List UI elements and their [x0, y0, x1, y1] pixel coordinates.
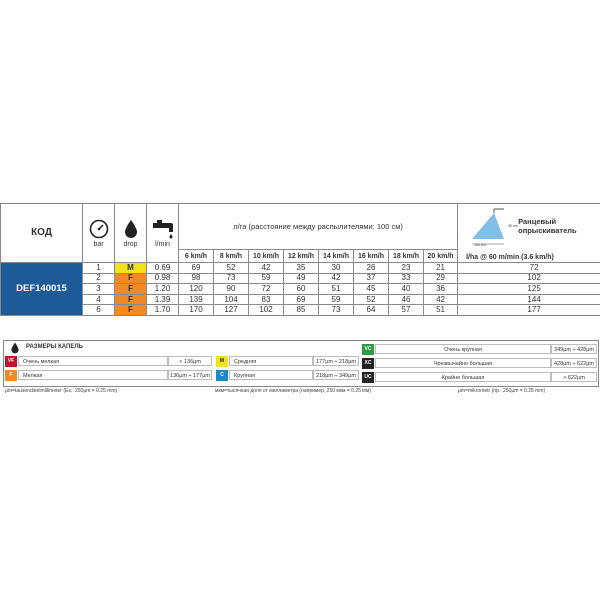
drop-label: drop [123, 240, 138, 248]
model-code: DEF140015 [1, 263, 83, 316]
pressure-value: 1 [83, 263, 115, 274]
legend-range: < 136µm [168, 356, 212, 366]
rate-value: 104 [214, 294, 249, 305]
flow-label: l/min [155, 240, 170, 248]
rate-value: 102 [249, 305, 284, 316]
droplet-icon [10, 342, 20, 354]
rate-value: 52 [214, 263, 249, 274]
legend-name: Средняя [229, 356, 313, 366]
pressure-value: 4 [83, 294, 115, 305]
rate-value: 37 [354, 273, 389, 284]
knapsack-value: 144 [458, 294, 600, 305]
legend-range: 177µm ÷ 218µm [313, 356, 359, 366]
speed-header: 14 km/h [319, 250, 354, 263]
flow-value: 0.98 [147, 273, 179, 284]
code-header: КОД [1, 204, 83, 263]
legend-name: Очень мелкая [18, 356, 168, 366]
pressure-value: 6 [83, 305, 115, 316]
knapsack-header [458, 204, 600, 263]
diagram-height-label: 30 cm [508, 224, 518, 228]
legend-badge: UC [362, 372, 374, 383]
droplet-size-legend [3, 340, 599, 387]
nozzle-spec-table [0, 203, 600, 316]
rate-caption: л/га (расстояние между распылителями: 100 см) [179, 204, 458, 250]
speed-header: 18 km/h [389, 250, 424, 263]
legend-range: > 622µm [551, 372, 597, 382]
drop-class: M [115, 263, 147, 274]
legend-badge: F [5, 370, 17, 381]
flow-value: 0.69 [147, 263, 179, 274]
rate-value: 29 [424, 273, 458, 284]
rate-value: 42 [424, 294, 458, 305]
rate-value: 40 [389, 284, 424, 295]
legend-range: 218µm ÷ 349µm [313, 370, 359, 380]
legend-name: Очень крупная [375, 344, 551, 354]
speed-header: 20 km/h [424, 250, 458, 263]
flow-value: 1.39 [147, 294, 179, 305]
rate-value: 49 [284, 273, 319, 284]
rate-value: 83 [249, 294, 284, 305]
table-row [1, 284, 600, 295]
speed-header: 10 km/h [249, 250, 284, 263]
pressure-value: 3 [83, 284, 115, 295]
legend-badge: VC [362, 344, 374, 355]
flow-header [147, 204, 179, 263]
rate-value: 46 [389, 294, 424, 305]
rate-value: 59 [249, 273, 284, 284]
speed-header: 12 km/h [284, 250, 319, 263]
legend-name: Крайне большая [375, 372, 551, 382]
rate-value: 21 [424, 263, 458, 274]
rate-value: 64 [354, 305, 389, 316]
knapsack-title: Ранцевый опрыскиватель [518, 217, 577, 235]
rate-value: 51 [424, 305, 458, 316]
knapsack-value: 125 [458, 284, 600, 295]
rate-value: 30 [319, 263, 354, 274]
knapsack-value: 102 [458, 273, 600, 284]
knapsack-rate-label: l/ha @ 60 m/min (3.6 km/h) [466, 254, 554, 261]
rate-value: 23 [389, 263, 424, 274]
rate-value: 60 [284, 284, 319, 295]
legend-name: Крупная [229, 370, 313, 380]
rate-value: 73 [214, 273, 249, 284]
table-row [1, 294, 600, 305]
legend-badge: C [216, 370, 228, 381]
rate-value: 69 [284, 294, 319, 305]
table-row [1, 273, 600, 284]
pressure-header [83, 204, 115, 263]
rate-value: 33 [389, 273, 424, 284]
pressure-label: bar [93, 240, 104, 248]
legend-range: 136µm ÷ 177µm [168, 370, 212, 380]
knapsack-value: 72 [458, 263, 600, 274]
rate-value: 127 [214, 305, 249, 316]
legend-name: Мелкая [18, 370, 168, 380]
spray-cone-icon [464, 207, 508, 247]
legend-title: РАЗМЕРЫ КАПЕЛЬ [26, 344, 83, 350]
knapsack-value: 177 [458, 305, 600, 316]
legend-badge: M [216, 356, 228, 367]
rate-value: 72 [249, 284, 284, 295]
rate-value: 90 [214, 284, 249, 295]
rate-value: 42 [249, 263, 284, 274]
diagram-width-label: 100 cm [474, 243, 486, 247]
flow-value: 1.20 [147, 284, 179, 295]
rate-value: 85 [284, 305, 319, 316]
rate-value: 98 [179, 273, 214, 284]
speed-header: 6 km/h [179, 250, 214, 263]
pressure-value: 2 [83, 273, 115, 284]
rate-value: 73 [319, 305, 354, 316]
legend-range: 349µm ÷ 428µm [551, 344, 597, 354]
legend-badge: VF [5, 356, 17, 367]
drop-class: F [115, 294, 147, 305]
faucet-icon [151, 219, 175, 239]
rate-value: 57 [389, 305, 424, 316]
rate-value: 69 [179, 263, 214, 274]
table-row [1, 263, 600, 274]
droplet-icon [123, 219, 139, 239]
drop-class: F [115, 305, 147, 316]
rate-value: 35 [284, 263, 319, 274]
flow-value: 1.70 [147, 305, 179, 316]
rate-value: 120 [179, 284, 214, 295]
legend-name: Чрезвычайно большая [375, 358, 551, 368]
rate-value: 26 [354, 263, 389, 274]
footnote-middle: мкм=тысячная доля от миллиметра (например, 250 мкм = 0.25 мм) [215, 388, 371, 394]
drop-class: F [115, 284, 147, 295]
speed-header: 8 km/h [214, 250, 249, 263]
speed-header: 16 km/h [354, 250, 389, 263]
drop-class: F [115, 273, 147, 284]
rate-value: 59 [319, 294, 354, 305]
rate-value: 51 [319, 284, 354, 295]
pressure-gauge-icon [89, 219, 109, 239]
rate-value: 139 [179, 294, 214, 305]
rate-value: 42 [319, 273, 354, 284]
rate-value: 36 [424, 284, 458, 295]
footnote-right: µm=mikrometr (np.: 250µm = 0.25 mm) [458, 388, 546, 394]
drop-header [115, 204, 147, 263]
footnote-left: µm=tausendstelmillimeter (Es.: 250µm = 0.25 mm) [5, 388, 118, 394]
rate-value: 170 [179, 305, 214, 316]
legend-range: 428µm ÷ 622µm [551, 358, 597, 368]
legend-badge: XC [362, 358, 374, 369]
rate-value: 45 [354, 284, 389, 295]
table-row [1, 305, 600, 316]
rate-value: 52 [354, 294, 389, 305]
